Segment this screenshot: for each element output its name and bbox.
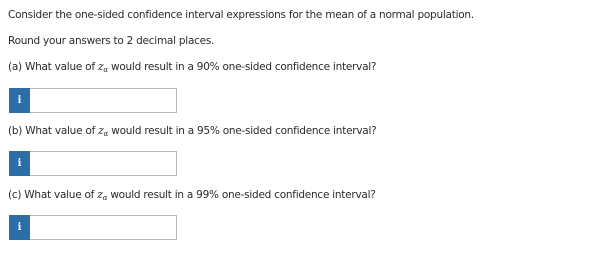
- question-c-suffix: would result in a 99% one-sided confidence interval?: [110, 189, 376, 201]
- answer-row-c: [9, 215, 177, 240]
- z-alpha-symbol: $z_\alpha$: [97, 188, 108, 202]
- question-c-prefix: (c) What value of: [8, 189, 95, 201]
- info-icon[interactable]: i: [9, 88, 30, 113]
- question-b: [8, 124, 376, 141]
- answer-input-b[interactable]: [30, 151, 177, 176]
- question-a: [8, 60, 376, 77]
- answer-input-a[interactable]: [30, 88, 177, 113]
- question-b-suffix: would result in a 95% one-sided confidence interval?: [111, 125, 377, 137]
- answer-input-c[interactable]: [30, 215, 177, 240]
- question-a-prefix: (a) What value of: [8, 61, 95, 73]
- question-a-suffix: would result in a 90% one-sided confidence interval?: [111, 61, 377, 73]
- answer-row-a: [9, 88, 177, 113]
- info-icon[interactable]: i: [9, 151, 30, 176]
- z-alpha-symbol: $z_\alpha$: [97, 60, 108, 74]
- info-icon[interactable]: i: [9, 215, 30, 240]
- question-c: [8, 188, 376, 205]
- round-note: Round your answers to 2 decimal places.: [8, 35, 215, 47]
- intro-text: Consider the one-sided confidence interval expressions for the mean of a normal population.: [8, 9, 474, 21]
- question-b-prefix: (b) What value of: [8, 125, 96, 137]
- answer-row-b: [9, 151, 177, 176]
- z-alpha-symbol: $z_\alpha$: [98, 124, 109, 138]
